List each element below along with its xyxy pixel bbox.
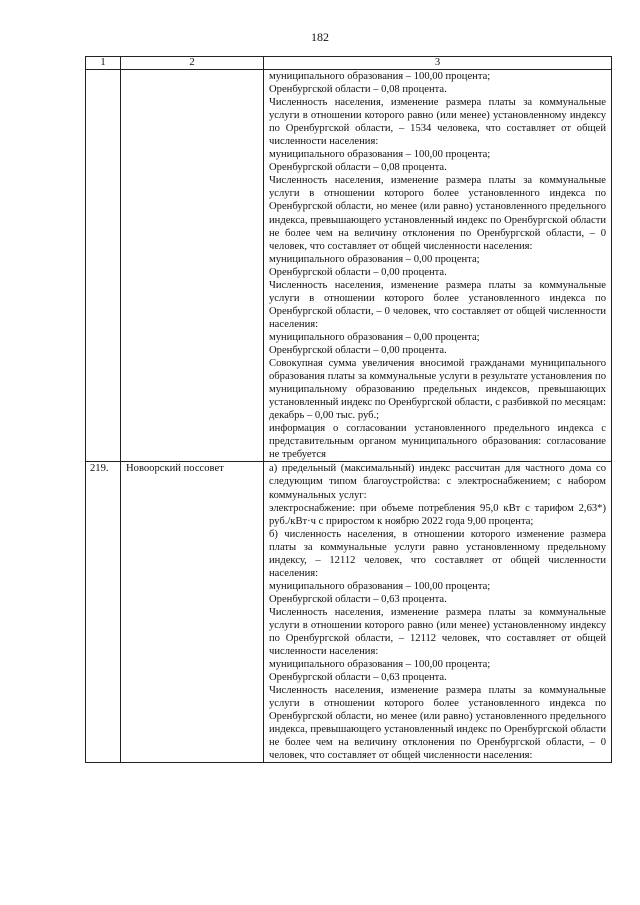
body-line: Численность населения, изменение размера платы за коммунальные услуги в отношении которого более установленного индекса по Оренбургской области, но менее (или равно) установленного предельного индекса, превышающего установленный индекс по Оренбургской области не более чем на величину отклонения по Оренбургской области, – 0 человек, что составляет от общей численности населения: <box>269 175 606 252</box>
body-line: Оренбургской области – 0,08 процента. <box>269 162 447 174</box>
row-body <box>264 462 612 763</box>
table-row <box>86 70 612 462</box>
body-line: Оренбургской области – 0,00 процента. <box>269 344 447 356</box>
header-col-2: 2 <box>121 57 264 70</box>
body-line: муниципального образования – 100,00 процента; <box>269 580 491 592</box>
body-line: муниципального образования – 100,00 процента; <box>269 659 491 671</box>
body-line: Совокупная сумма увеличения вносимой гражданами муниципального образования платы за коммунальные услуги в результате установления по муниципальному образованию предельных индексов, превышающих установленный индекс по Оренбургской области, с разбивкой по месяцам: <box>269 358 606 409</box>
page-number: 182 <box>311 30 329 44</box>
body-line: муниципального образования – 100,00 процента; <box>269 149 491 161</box>
body-line: муниципального образования – 0,00 процента; <box>269 331 480 343</box>
body-line: информация о согласовании установленного предельного индекса с представительным органом муниципального образования: согласование не требуется <box>269 423 606 461</box>
body-line: Оренбургской области – 0,00 процента. <box>269 266 447 278</box>
body-line: электроснабжение: при объеме потребления 95,0 кВт с тарифом 2,63*) руб./кВт·ч с приростом к ноябрю 2022 года 9,00 процента; <box>269 502 606 527</box>
body-line: Численность населения, изменение размера платы за коммунальные услуги в отношении которого более установленного индекса по Оренбургской области, – 0 человек, что составляет от общей численности населения: <box>269 279 606 330</box>
row-name: Новоорский поссовет <box>121 462 264 763</box>
table-row <box>86 462 612 763</box>
body-line: декабрь – 0,00 тыс. руб.; <box>269 410 380 422</box>
table-header-row <box>86 57 612 70</box>
header-col-1: 1 <box>86 57 121 70</box>
header-col-3: 3 <box>264 57 612 70</box>
body-line: муниципального образования – 100,00 процента; <box>269 71 491 82</box>
body-line: а) предельный (максимальный) индекс рассчитан для частного дома со следующим типом благоустройства: с электроснабжением; с набором коммунальных услуг: <box>269 463 606 501</box>
body-line: б) численность населения, в отношении которого изменение размера платы за коммунальные услуги равно установленному предельному индексу, – 12112 человек, что составляет от общей численности населения: <box>269 528 606 579</box>
document-table <box>85 56 612 763</box>
body-line: Численность населения, изменение размера платы за коммунальные услуги в отношении которого равно (или менее) установленному индексу по Оренбургской области, – 1534 человека, что составляет от общей численности населения: <box>269 97 606 148</box>
body-line: муниципального образования – 0,00 процента; <box>269 253 480 265</box>
body-line: Оренбургской области – 0,63 процента. <box>269 672 447 684</box>
body-line: Оренбургской области – 0,08 процента. <box>269 84 447 96</box>
body-line: Оренбургской области – 0,63 процента. <box>269 593 447 605</box>
row-name <box>121 70 264 462</box>
row-number <box>86 70 121 462</box>
body-line: Численность населения, изменение размера платы за коммунальные услуги в отношении которого более установленного индекса по Оренбургской области, но менее (или равно) установленного предельного индекса, превышающего установленный индекс по Оренбургской области не более чем на величину отклонения по Оренбургской области, – 0 человек, что составляет от общей численности населения: <box>269 685 606 762</box>
row-body <box>264 70 612 462</box>
body-line: Численность населения, изменение размера платы за коммунальные услуги в отношении которого равно (или менее) установленному индексу по Оренбургской области, – 12112 человек, что составляет от общей численности населения: <box>269 606 606 658</box>
row-number: 219. <box>86 462 121 763</box>
